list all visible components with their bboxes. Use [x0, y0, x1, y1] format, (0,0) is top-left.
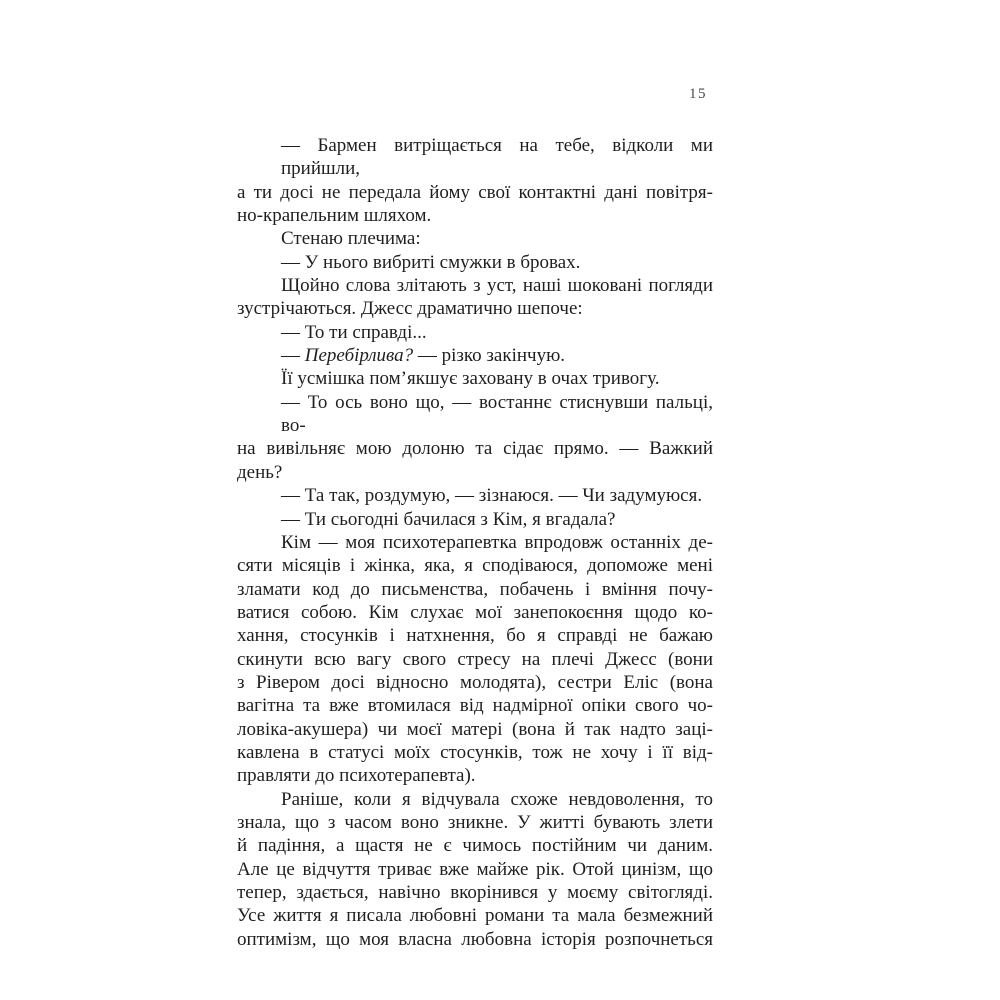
text-line: а ти досі не передала йому свої контактні дані повітря-	[237, 181, 713, 203]
text-line: Щойно слова злітають з уст, наші шоковані погляди	[281, 275, 713, 297]
text-line: Її усмішка пом’якшує заховану в очах тривогу.	[281, 368, 660, 390]
text-line: — Та так, роздумую, — зізнаюся. — Чи задумуюся.	[281, 485, 703, 507]
text-segment: —	[281, 345, 305, 367]
italic-text: Перебірлива?	[304, 345, 414, 367]
text-line: — Ти сьогодні бачилася з Кім, я вгадала?	[281, 508, 616, 530]
text-line: на вивільняє мою долоню та сідає прямо. — Важкий день?	[237, 438, 713, 483]
text-line: зустрічаються. Джесс драматично шепоче:	[237, 298, 583, 320]
page-text	[237, 134, 713, 951]
text-line: но-крапельним шляхом.	[237, 205, 432, 227]
text-line: ловіка-акушера) чи моєї матері (вона й так надто заці-	[237, 718, 713, 740]
text-line: тепер, здається, навічно вкорінився у моєму світогляді.	[237, 882, 713, 903]
text-line: вагітна та вже втомилася від надмірної опіки свого чо-	[237, 695, 713, 717]
text-line: — Бармен витріщається на тебе, відколи ми прийшли,	[281, 135, 713, 180]
text-line: й падіння, а щастя не є чимось постійним чи даним.	[237, 835, 713, 857]
text-line	[237, 344, 713, 367]
text-line: оптимізм, що моя власна любовна історія розпочнеться	[237, 928, 713, 950]
text-line: Усе життя я писала любовні романи та мала безмежний	[237, 905, 713, 927]
text-line: скинути всю вагу свого стресу на плечі Джесс (вони	[237, 648, 713, 670]
text-line: хання, стосунків і натхнення, бо я справді не бажаю	[237, 625, 713, 647]
text-line: Стенаю плечима:	[281, 228, 421, 250]
text-line: зламати код до письменства, побачень і вміння почу-	[237, 578, 713, 600]
text-line: Але це відчуття триває вже майже рік. Отой цинізм, що	[237, 858, 713, 880]
text-line: Кім — моя психотерапевтка впродовж останніх де-	[281, 531, 713, 553]
page-number: 15	[689, 86, 707, 102]
text-line: правляти до психотерапевта).	[237, 765, 476, 787]
text-line: — У нього вибриті смужки в бровах.	[281, 251, 581, 273]
text-line: — То ось воно що, — востаннє стиснувши пальці, во-	[281, 391, 713, 437]
text-line: з Рівером досі відносно молодята), сестри Еліс (вона	[237, 671, 713, 693]
text-line: знала, що з часом воно зникне. У житті бувають злети	[237, 811, 713, 833]
text-line: — То ти справді...	[281, 321, 427, 343]
text-line: ватися собою. Кім слухає мої занепокоєння щодо ко-	[237, 601, 713, 623]
text-line: Раніше, коли я відчувала схоже невдоволення, то	[281, 788, 713, 810]
text-line: сяти місяців і жінка, яка, я сподіваюся, допоможе мені	[237, 555, 713, 577]
text-line: кавлена в статусі моїх стосунків, тож не хочу і її від-	[237, 741, 713, 763]
text-segment: — різко закінчую.	[413, 345, 566, 367]
